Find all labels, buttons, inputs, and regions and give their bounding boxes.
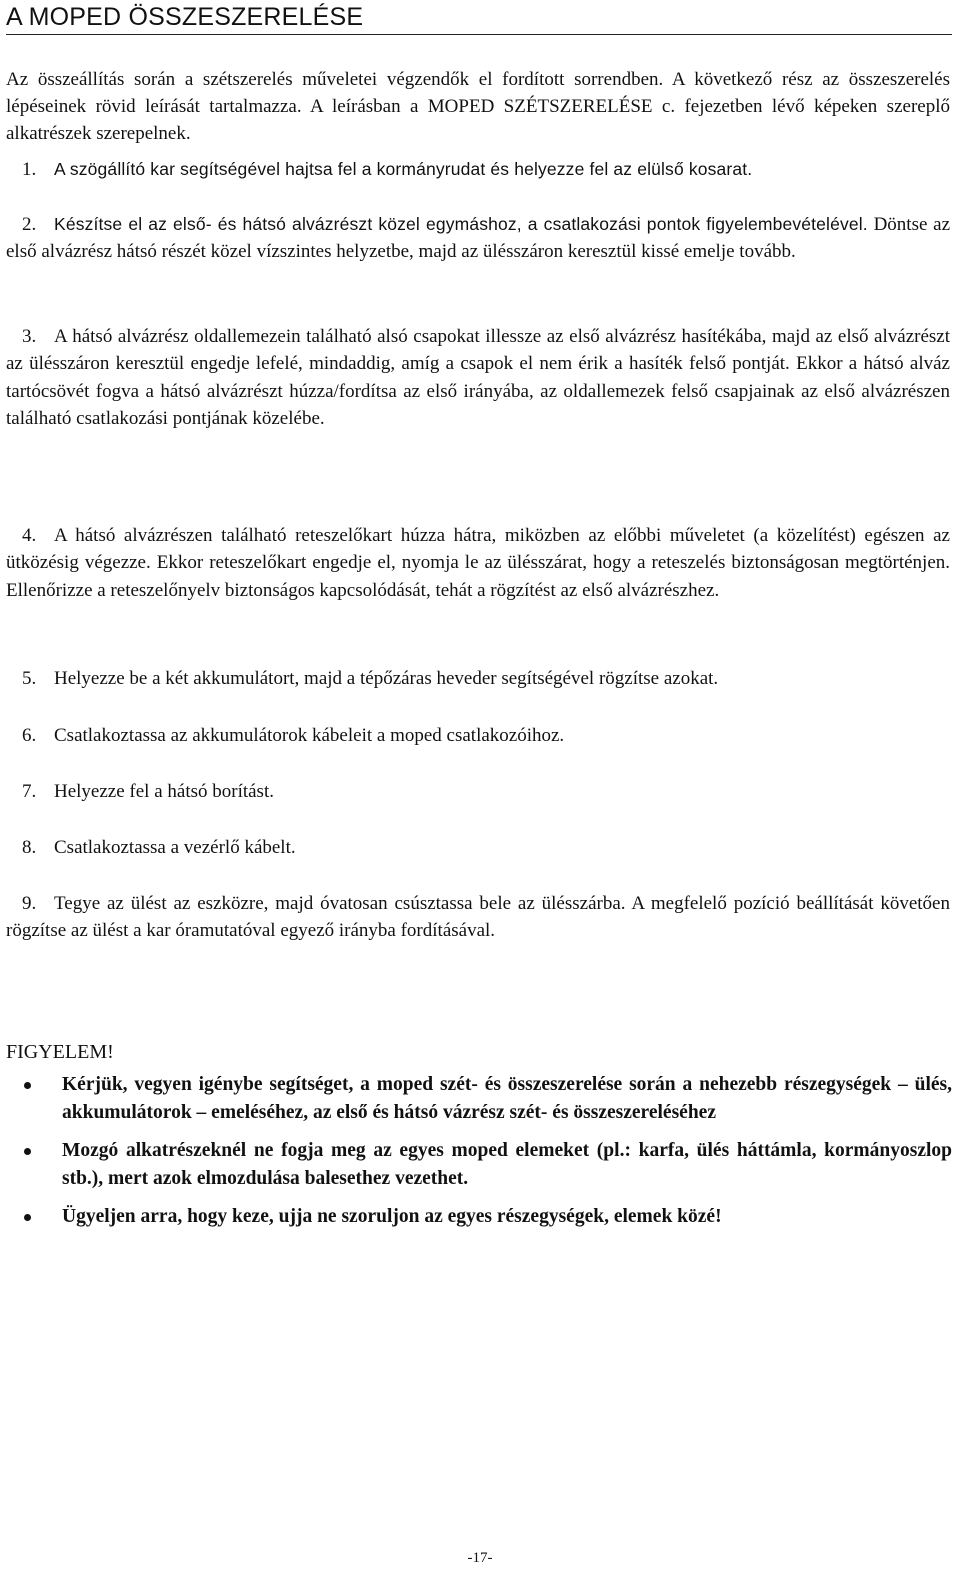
step-text: Helyezze fel a hátsó borítást. bbox=[54, 781, 274, 802]
step-text: A szögállító kar segítségével hajtsa fel a kormányrudat és helyezze fel az elülső kosarat. bbox=[54, 159, 753, 179]
warning-text: Mozgó alkatrészeknél ne fogja meg az egyes moped elemeket (pl.: karfa, ülés háttámla, kormányoszlop stb.), mert azok elmozdulása balesethez vezethet. bbox=[62, 1140, 952, 1189]
step-6 bbox=[6, 722, 950, 749]
warning-text: Ügyeljen arra, hogy keze, ujja ne szoruljon az egyes részegységek, elemek közé! bbox=[62, 1206, 722, 1227]
step-number: 8. bbox=[22, 837, 37, 858]
bullet-icon bbox=[24, 1148, 31, 1155]
step-5 bbox=[6, 665, 950, 692]
step-text-continued: Döntse az első alvázrész hátsó részét közel vízszintes helyzetbe, majd az ülésszáron keresztül kissé emelje tovább. bbox=[6, 214, 950, 263]
step-number: 1. bbox=[22, 159, 37, 180]
intro-paragraph: Az összeállítás során a szétszerelés műveletei végzendők el fordított sorrendben. A következő rész az összeszerelés lépéseinek rövid leírását tartalmazza. A leírásban a MOPED SZÉTSZERELÉSE c. fejezetben lévő képeken szereplő alkatrészek szerepelnek. bbox=[6, 69, 950, 144]
step-number: 5. bbox=[22, 668, 37, 689]
step-number: 9. bbox=[22, 893, 37, 914]
step-text: A hátsó alvázrészen található reteszelőkart húzza hátra, miközben az előbbi műveletet (a közelítést) egészen az ütközésig végezze. Ekkor reteszelőkart engedje el, nyomja le az ülésszárat, hogy a reteszelés biztonságosan megtörténjen. Ellenőrizze a reteszelőnyelv biztonságos kapcsolódását, tehát a rögzítést az első alvázrészhez. bbox=[6, 525, 950, 601]
step-text: Csatlakoztassa az akkumulátorok kábeleit a moped csatlakozóihoz. bbox=[54, 725, 565, 746]
step-text: Készítse el az első- és hátsó alvázrészt közel egymáshoz, a csatlakozási pontok figyelembevételével. bbox=[54, 214, 868, 234]
step-number: 4. bbox=[22, 525, 37, 546]
step-4 bbox=[6, 522, 950, 604]
warning-text: Kérjük, vegyen igénybe segítséget, a moped szét- és összeszerelése során a nehezebb részegységek – ülés, akkumulátorok – emeléséhez, az első és hátsó vázrész szét- és összeszereléséhez bbox=[62, 1074, 952, 1123]
step-3 bbox=[6, 323, 950, 433]
step-number: 6. bbox=[22, 725, 37, 746]
warning-list bbox=[0, 1071, 952, 1242]
step-number: 2. bbox=[22, 214, 37, 235]
step-text: Helyezze be a két akkumulátort, majd a tépőzáras heveder segítségével rögzítse azokat. bbox=[54, 668, 719, 689]
bullet-icon bbox=[24, 1082, 31, 1089]
warning-title: FIGYELEM! bbox=[6, 1041, 114, 1063]
step-number: 3. bbox=[22, 326, 37, 347]
step-8 bbox=[6, 834, 950, 861]
step-1 bbox=[6, 156, 950, 183]
step-text: Tegye az ülést az eszközre, majd óvatosan csúsztassa bele az ülésszárba. A megfelelő pozíció beállítását követően rögzítse az ülést a kar óramutatóval egyező irányba fordításával. bbox=[6, 893, 950, 942]
page-number: -17- bbox=[467, 1550, 493, 1566]
step-text: A hátsó alvázrész oldallemezein található alsó csapokat illessze az első alvázrész hasítékába, majd az első alvázrészt az ülésszáron keresztül engedje lefelé, mindaddig, amíg a csapok el nem érik a hasíték felső pontját. Ekkor a hátsó alváz tartócsövét fogva a hátsó alvázrészt húzza/fordítsa az első irányába, az oldallemezek felső csapjainak az első alvázrészen található csatlakozási pontjának közelébe. bbox=[6, 326, 950, 430]
step-text: Csatlakoztassa a vezérlő kábelt. bbox=[54, 837, 296, 858]
step-9 bbox=[6, 890, 950, 945]
warning-item bbox=[0, 1137, 952, 1192]
warning-item bbox=[0, 1071, 952, 1126]
page-title: A MOPED ÖSSZESZERELÉSE bbox=[6, 0, 952, 35]
step-2 bbox=[6, 211, 950, 266]
step-number: 7. bbox=[22, 781, 37, 802]
warning-item bbox=[0, 1203, 952, 1231]
bullet-icon bbox=[24, 1214, 31, 1221]
step-7 bbox=[6, 778, 950, 805]
